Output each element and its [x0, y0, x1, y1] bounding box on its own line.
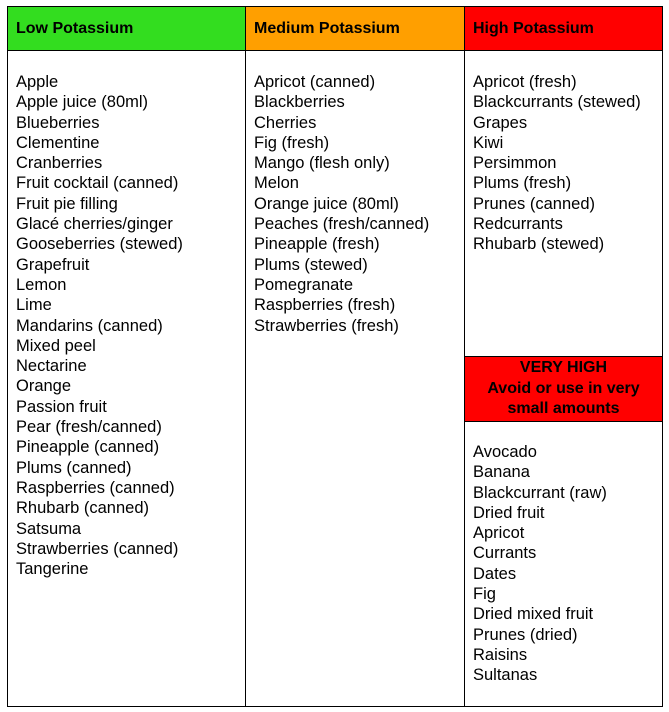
list-item: Raspberries (canned) [16, 478, 175, 497]
list-item: Kiwi [473, 133, 504, 152]
list-item: Apple juice (80ml) [16, 93, 149, 112]
list-item: Plums (stewed) [254, 255, 368, 274]
list-item: Apricot [473, 524, 525, 543]
list-item: Fruit pie filling [16, 194, 118, 213]
medium-header-title: Medium Potassium [254, 19, 400, 37]
list-item: Pineapple (fresh) [254, 235, 380, 254]
list-item: Mango (flesh only) [254, 154, 390, 173]
list-item: Rhubarb (canned) [16, 499, 149, 518]
list-item: Blueberries [16, 113, 100, 132]
list-item: Blackcurrants (stewed) [473, 93, 641, 112]
list-item: Rhubarb (stewed) [473, 235, 605, 254]
list-item: Prunes (canned) [473, 194, 595, 213]
list-item: Currants [473, 544, 537, 563]
list-item: Fig [473, 585, 496, 604]
list-item: Pear (fresh/canned) [16, 418, 162, 437]
list-item: Lime [16, 296, 52, 315]
very-high-note-line2: small amounts [507, 400, 620, 418]
list-item: Orange juice (80ml) [254, 194, 399, 213]
list-item: Grapes [473, 113, 528, 132]
high-header-title: High Potassium [473, 19, 594, 37]
list-item: Blackberries [254, 93, 345, 112]
list-item: Dates [473, 564, 517, 583]
list-item: Fruit cocktail (canned) [16, 174, 179, 193]
list-item: Tangerine [16, 560, 89, 579]
list-item: Orange [16, 377, 72, 396]
list-item: Strawberries (canned) [16, 539, 179, 558]
list-item: Gooseberries (stewed) [16, 235, 183, 254]
very-high-title: VERY HIGH [519, 359, 608, 377]
low-list [16, 72, 183, 579]
list-item: Clementine [16, 133, 100, 152]
list-item: Melon [254, 174, 299, 193]
list-item: Pomegranate [254, 275, 354, 294]
list-item: Peaches (fresh/canned) [254, 215, 430, 234]
list-item: Plums (canned) [16, 458, 132, 477]
high-list [473, 72, 641, 255]
list-item: Persimmon [473, 154, 557, 173]
list-item: Plums (fresh) [473, 174, 572, 193]
list-item: Banana [473, 463, 530, 482]
list-item: Apricot (canned) [254, 73, 376, 91]
high-header [464, 6, 663, 51]
very-high-list [473, 442, 607, 686]
very-high-warning [464, 356, 663, 422]
list-item: Strawberries (fresh) [254, 316, 399, 335]
list-item: Blackcurrant (raw) [473, 483, 607, 502]
list-item: Satsuma [16, 519, 82, 538]
list-item: Mandarins (canned) [16, 316, 163, 335]
list-item: Apricot (fresh) [473, 73, 577, 91]
very-high-note-line1: Avoid or use in very [487, 379, 640, 397]
list-item: Nectarine [16, 357, 87, 376]
list-item: Redcurrants [473, 215, 563, 234]
list-item: Mixed peel [16, 336, 96, 355]
list-item: Grapefruit [16, 255, 90, 274]
list-item: Raisins [473, 645, 528, 664]
list-item: Pineapple (canned) [16, 438, 160, 457]
list-item: Raspberries (fresh) [254, 296, 396, 315]
list-item: Apple [16, 73, 59, 91]
list-item: Prunes (dried) [473, 625, 578, 644]
low-header-title: Low Potassium [16, 19, 134, 37]
list-item: Glacé cherries/ginger [16, 215, 173, 234]
list-item: Avocado [473, 443, 537, 461]
list-item: Dried fruit [473, 503, 545, 522]
list-item: Passion fruit [16, 397, 107, 416]
list-item: Dried mixed fruit [473, 605, 594, 624]
low-header [7, 6, 246, 51]
medium-header [245, 6, 465, 51]
list-item: Cranberries [16, 154, 103, 173]
medium-list [254, 72, 429, 336]
list-item: Lemon [16, 275, 67, 294]
list-item: Fig (fresh) [254, 133, 330, 152]
list-item: Sultanas [473, 666, 538, 685]
list-item: Cherries [254, 113, 317, 132]
